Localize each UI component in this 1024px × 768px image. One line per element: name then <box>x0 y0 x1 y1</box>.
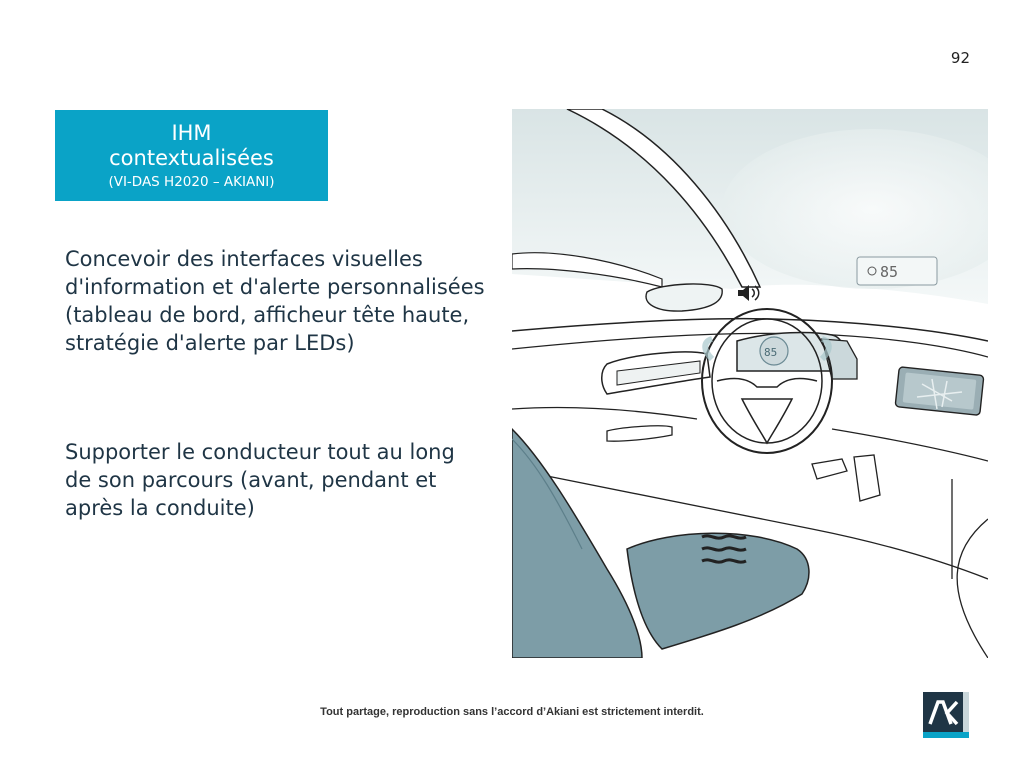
section-title-box <box>55 110 328 201</box>
body-paragraph-1: Concevoir des interfaces visuelles d'information et d'alerte personnalisées (tableau de bord, afficheur tête haute, stratégie d'alerte par LEDs) <box>65 247 485 355</box>
copyright-notice: Tout partage, reproduction sans l’accord d’Akiani est strictement interdit. <box>320 706 704 718</box>
title-subtitle: (VI-DAS H2020 – AKIANI) <box>108 174 275 190</box>
title-line-1: IHM <box>171 121 212 145</box>
body-paragraph-2: Supporter le conducteur tout au long de son parcours (avant, pendant et après la conduite) <box>65 440 455 520</box>
hud-speed: 85 <box>880 263 899 281</box>
car-interior-illustration <box>512 109 988 658</box>
page-number: 92 <box>950 49 970 67</box>
cluster-speed: 85 <box>764 346 778 359</box>
title-line-2: contextualisées <box>109 146 274 170</box>
akiani-logo <box>923 692 969 738</box>
